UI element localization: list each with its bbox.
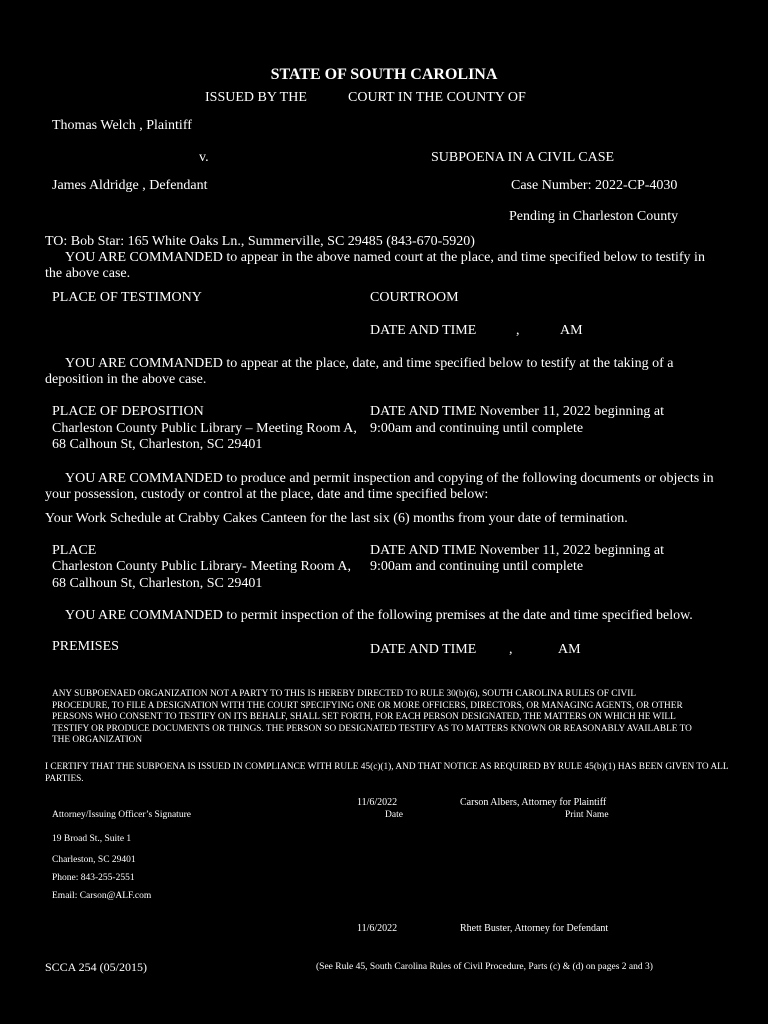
defendant-name: James Aldridge , Defendant [52,178,208,193]
testimony-am: AM [560,323,583,338]
date-label: Date [385,810,403,820]
testimony-date-comma: , [516,323,520,338]
signature-print-name-2: Rhett Buster, Attorney for Defendant [460,923,609,934]
rule-note: (See Rule 45, South Carolina Rules of Civil Procedure, Parts (c) & (d) on pages 2 and 3) [316,962,653,972]
testimony-date-time-label: DATE AND TIME [370,323,477,338]
attorney-phone: Phone: 843-255-2551 [52,873,135,883]
deposition-date-line1: DATE AND TIME November 11, 2022 beginning at [370,404,664,419]
deposition-date-line2: 9:00am and continuing until complete [370,421,584,436]
documents-place-label: PLACE [52,543,97,558]
premises-command: YOU ARE COMMANDED to permit inspection of the following premises at the date and time specified below. [65,608,693,623]
place-of-testimony-label: PLACE OF TESTIMONY [52,290,202,305]
testimony-command: YOU ARE COMMANDED to appear in the above named court at the place, and time specified below to testify in the above case. [45,250,705,281]
documents-date-line2: 9:00am and continuing until complete [370,559,584,574]
documents-place-line2: 68 Calhoun St, Charleston, SC 29401 [52,576,263,591]
deposition-place-line1: Charleston County Public Library – Meeting Room A, [52,421,357,436]
subpoena-type: SUBPOENA IN A CIVIL CASE [431,150,615,165]
premises-am: AM [558,642,581,657]
pending-county: Pending in Charleston County [509,209,679,224]
deposition-command: YOU ARE COMMANDED to appear at the place, date, and time specified below to testify at the taking of a deposition in the above case. [45,356,674,387]
attorney-address-line2: Charleston, SC 29401 [52,855,136,865]
premises-label: PREMISES [52,639,119,654]
case-number: Case Number: 2022-CP-4030 [511,178,678,193]
premises-date-time-label: DATE AND TIME [370,642,477,657]
form-id: SCCA 254 (05/2015) [45,960,148,974]
court-county-label: COURT IN THE COUNTY OF [348,90,526,105]
documents-date-line1: DATE AND TIME November 11, 2022 beginning at [370,543,664,558]
place-of-deposition-label: PLACE OF DEPOSITION [52,404,204,419]
deposition-place-line2: 68 Calhoun St, Charleston, SC 29401 [52,437,263,452]
signature-print-name: Carson Albers, Attorney for Plaintiff [460,797,607,808]
versus-label: v. [199,150,209,165]
documents-command: YOU ARE COMMANDED to produce and permit inspection and copying of the following documents or objects in your possession, custody or control at the place, date and time specified below: [45,471,714,502]
documents-place-line1: Charleston County Public Library- Meeting Room A, [52,559,352,574]
print-name-label: Print Name [565,810,609,820]
signature-label: Attorney/Issuing Officer’s Signature [52,810,191,820]
signature-date-2: 11/6/2022 [357,923,398,934]
courtroom-label: COURTROOM [370,290,459,305]
issued-by-label: ISSUED BY THE [205,90,307,105]
plaintiff-name: Thomas Welch , Plaintiff [52,118,192,133]
premises-date-comma: , [509,642,513,657]
attorney-address-line1: 19 Broad St., Suite 1 [52,834,132,844]
attorney-email: Email: Carson@ALF.com [52,891,152,901]
certification-statement: I CERTIFY THAT THE SUBPOENA IS ISSUED IN COMPLIANCE WITH RULE 45(c)(1), AND THAT NOTICE AS REQUIRED BY RULE 45(b)(1) HAS BEEN GIVEN TO ALL PARTIES. [45,762,729,784]
document-title: STATE OF SOUTH CAROLINA [270,66,498,83]
organization-notice: ANY SUBPOENAED ORGANIZATION NOT A PARTY TO THIS IS HEREBY DIRECTED TO RULE 30(b)(6), SOUTH CAROLINA RULES OF CIVIL PROCEDURE, TO FILE A DESIGNATION WITH THE COURT SPECIFYING ONE OR MORE OFFICERS, DIRECTORS, OR MANAGING AGENTS, OR OTHER PERSONS WHO CONSENT TO TESTIFY ON ITS BEHALF, SHALL SET FORTH, FOR EACH PERSON DESIGNATED, THE MATTERS ON WHICH HE WILL TESTIFY OR PRODUCE DOCUMENTS OR THINGS. THE PERSON SO DESIGNATED TESTIFY AS TO MATTERS KNOWN OR REASONABLY AVAILABLE TO THE ORGANIZATION [52,689,692,745]
documents-items: Your Work Schedule at Crabby Cakes Canteen for the last six (6) months from your date of termination. [45,511,628,526]
recipient-line: TO: Bob Star: 165 White Oaks Ln., Summerville, SC 29485 (843-670-5920) [45,234,475,249]
signature-date: 11/6/2022 [357,797,398,808]
